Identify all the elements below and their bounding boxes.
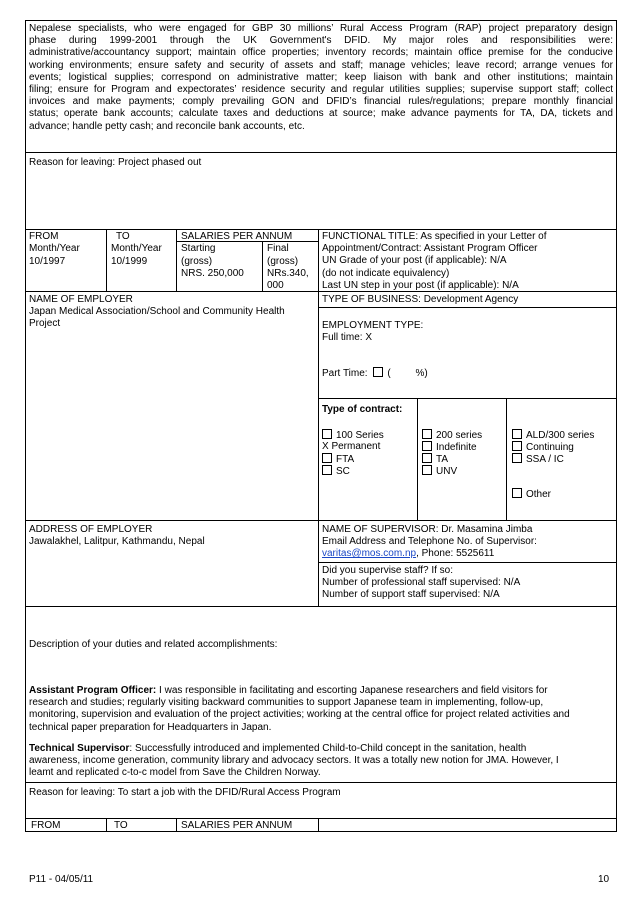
to-sub-label: Month/Year bbox=[111, 243, 162, 254]
divider-from-to bbox=[106, 229, 107, 291]
contract-divider-1 bbox=[417, 398, 418, 520]
desc-line: status; operate bank accounts; calculate taxes and deductions at source; make advance payments for TA, DA, tickets and bbox=[29, 108, 613, 120]
employer-name-cont: Project bbox=[29, 318, 61, 329]
contract-ta: TA bbox=[422, 453, 448, 466]
desc-line: phase during 1999-2001 through the UK Government's DFID. My major roles and responsibilities were: bbox=[29, 35, 613, 47]
part-time-label: Part Time: bbox=[322, 368, 368, 379]
duty-text: technical paper preparation for Headquarters in Japan. bbox=[29, 721, 272, 733]
full-time: Full time: X bbox=[322, 332, 373, 343]
desc-line: administrative/accountancy support; maintain office properties; inventory records; maintain office premise for the conducive bbox=[29, 47, 613, 59]
checkbox-ald-300[interactable] bbox=[512, 429, 522, 439]
checkbox-100-series[interactable] bbox=[322, 429, 332, 439]
supervisor-name: NAME OF SUPERVISOR: Dr. Masamina Jimba bbox=[322, 524, 533, 535]
checkbox-unv[interactable] bbox=[422, 465, 432, 475]
starting-label: Starting bbox=[181, 243, 216, 254]
divider-reason-1 bbox=[25, 229, 617, 230]
desc-line: invoices and make payments; comply prevailing GON and DFID’s financial rules/regulations; prepare monthly financial bbox=[29, 96, 613, 108]
functional-title: FUNCTIONAL TITLE: As specified in your Letter of bbox=[322, 231, 547, 242]
contract-100-series: 100 Series bbox=[322, 429, 384, 442]
final-value: NRs.340, bbox=[267, 268, 309, 279]
checkbox-sc[interactable] bbox=[322, 465, 332, 475]
supervisor-phone: , Phone: 5525611 bbox=[416, 548, 495, 559]
supervisor-contact-label: Email Address and Telephone No. of Supervisor: bbox=[322, 536, 537, 547]
contract-ald-300: ALD/300 series bbox=[512, 429, 594, 442]
desc-line: events; logistical supplies; correspond on administrative matter; keep liaison with bank and other institutions; maintain bbox=[29, 71, 613, 83]
page-number: 10 bbox=[598, 874, 610, 885]
divider-next-to-salary bbox=[176, 818, 177, 832]
functional-title-block bbox=[322, 231, 614, 292]
appointment-contract: Appointment/Contract: Assistant Program Officer bbox=[322, 243, 538, 255]
divider-next-salary-end bbox=[318, 818, 319, 832]
part-time-percent: %) bbox=[415, 368, 428, 379]
part-time bbox=[322, 367, 428, 380]
duty-text: I was responsible in facilitating and escorting Japanese researchers and field visitors for bbox=[156, 685, 548, 696]
final-label: Final bbox=[267, 243, 289, 254]
duty-text: monitoring, supervision and evaluation of the project activities; working at the central office for project related activities and bbox=[29, 709, 570, 721]
employment-type-label: EMPLOYMENT TYPE: bbox=[322, 320, 424, 331]
starting-value: NRS. 250,000 bbox=[181, 268, 244, 279]
address-value: Jawalakhel, Lalitpur, Kathmandu, Nepal bbox=[29, 536, 205, 547]
divider-middle bbox=[318, 229, 319, 606]
contract-type-label: Type of contract: bbox=[322, 404, 403, 415]
next-salaries-label: SALARIES PER ANNUM bbox=[181, 820, 293, 831]
starting-gross: (gross) bbox=[181, 256, 213, 267]
desc-line: advance; handle petty cash; and reconcile bank accounts, etc. bbox=[29, 120, 305, 132]
divider-duties bbox=[25, 606, 617, 607]
to-label: TO bbox=[116, 231, 130, 242]
divider-business bbox=[318, 307, 617, 308]
checkbox-ta[interactable] bbox=[422, 453, 432, 463]
supervisor-contact bbox=[322, 548, 494, 560]
final-value-cont: 000 bbox=[267, 280, 284, 291]
duty-technical-supervisor bbox=[29, 743, 613, 780]
salaries-label: SALARIES PER ANNUM bbox=[181, 231, 293, 242]
divider-employment-type bbox=[318, 398, 617, 399]
equivalency-note: (do not indicate equivalency) bbox=[322, 267, 450, 279]
divider-top-para bbox=[25, 152, 617, 153]
employer-label: NAME OF EMPLOYER bbox=[29, 294, 133, 305]
final-gross: (gross) bbox=[267, 256, 299, 267]
divider-reason-2 bbox=[25, 782, 617, 783]
part-time-paren: ( bbox=[387, 368, 391, 379]
previous-job-description bbox=[29, 23, 613, 133]
contract-200-series: 200 series bbox=[422, 429, 482, 442]
duty-text: leamt and replicated c-to-c model from Save the Children Norway. bbox=[29, 767, 321, 779]
checkbox-ssa-ic[interactable] bbox=[512, 453, 522, 463]
reason-for-leaving-1: Reason for leaving: Project phased out bbox=[29, 157, 202, 168]
duty-text: awareness, income generation, community library and advocacy sectors. It was a totally new notion for JMA. However, I bbox=[29, 755, 559, 767]
to-value: 10/1999 bbox=[111, 256, 148, 267]
supervisor-email-link[interactable]: varitas@mos.com.np bbox=[322, 548, 417, 559]
divider-next-from-to bbox=[106, 818, 107, 832]
divider-next-header bbox=[25, 818, 617, 819]
checkbox-other[interactable] bbox=[512, 488, 522, 498]
un-grade: UN Grade of your post (if applicable): N/A bbox=[322, 255, 507, 267]
divider-to-salary bbox=[176, 229, 177, 291]
duty-assistant-program-officer bbox=[29, 685, 613, 734]
divider-address bbox=[25, 520, 617, 521]
contract-other: Other bbox=[512, 488, 551, 501]
contract-indefinite: Indefinite bbox=[422, 441, 477, 454]
from-sub-label: Month/Year bbox=[29, 243, 80, 254]
from-label: FROM bbox=[29, 231, 59, 242]
employer-name: Japan Medical Association/School and Community Health bbox=[29, 306, 285, 317]
business-type: TYPE OF BUSINESS: Development Agency bbox=[322, 294, 519, 305]
contract-continuing: Continuing bbox=[512, 441, 574, 454]
contract-fta: FTA bbox=[322, 453, 354, 466]
duty-text: : Successfully introduced and implemented Child-to-Child concept in the sanitation, health bbox=[129, 743, 527, 754]
next-from-label: FROM bbox=[31, 820, 61, 831]
reason-for-leaving-2: Reason for leaving: To start a job with the DFID/Rural Access Program bbox=[29, 787, 341, 798]
support-staff: Number of support staff supervised: N/A bbox=[322, 589, 500, 600]
un-step: Last UN step in your post (if applicable): N/A bbox=[322, 279, 519, 291]
duty-title: Technical Supervisor bbox=[29, 743, 130, 754]
next-to-label: TO bbox=[114, 820, 128, 831]
checkbox-fta[interactable] bbox=[322, 453, 332, 463]
professional-staff: Number of professional staff supervised: N/A bbox=[322, 577, 521, 588]
duties-label: Description of your duties and related accomplishments: bbox=[29, 639, 278, 650]
from-value: 10/1997 bbox=[29, 256, 66, 267]
contract-sc: SC bbox=[322, 465, 350, 478]
part-time-checkbox[interactable] bbox=[373, 367, 383, 377]
divider-supervise bbox=[318, 562, 617, 563]
contract-unv: UNV bbox=[422, 465, 457, 478]
contract-ssa-ic: SSA / IC bbox=[512, 453, 564, 466]
desc-line: working environments; ensure safety and security of assets and staff; manage vehicles; leave record; arrange venues for bbox=[29, 59, 613, 71]
checkbox-indefinite[interactable] bbox=[422, 441, 432, 451]
address-label: ADDRESS OF EMPLOYER bbox=[29, 524, 153, 535]
duty-text: research and studies; regularly visiting backward communities to support Japanese team in implementing, follow-up, bbox=[29, 697, 544, 709]
contract-divider-2 bbox=[506, 398, 507, 520]
desc-line: Nepalese specialists, who were engaged for GBP 30 millions’ Rural Access Program (RAP) project preparatory design bbox=[29, 23, 613, 34]
checkbox-200-series[interactable] bbox=[422, 429, 432, 439]
divider-starting-final bbox=[262, 241, 263, 291]
checkbox-continuing[interactable] bbox=[512, 441, 522, 451]
contract-permanent: X Permanent bbox=[322, 441, 381, 452]
duty-title: Assistant Program Officer: bbox=[29, 685, 157, 696]
form-id: P11 - 04/05/11 bbox=[29, 874, 94, 885]
desc-line: filing; ensure for Program and expectorates’ residence security and regular utilities supplies; supervise support staff; collect bbox=[29, 84, 613, 96]
supervise-question: Did you supervise staff? If so: bbox=[322, 565, 453, 576]
